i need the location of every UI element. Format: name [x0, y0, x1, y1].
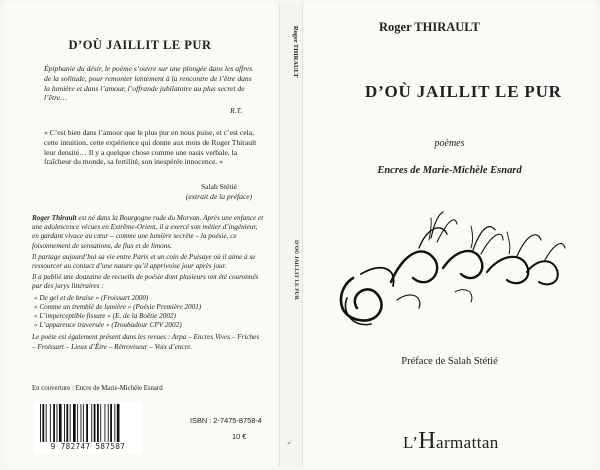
barcode-bar	[81, 404, 82, 442]
price: 10 €	[232, 432, 247, 441]
award-item	[32, 312, 264, 321]
barcode-bar	[73, 404, 76, 442]
barcode-number: 9 782747 587587	[50, 442, 126, 451]
bio-paragraph: Il partage aujourd’hui sa vie entre Paris et un coin de Puisaye où il aime à se ressourcer au contact d’une nature qu’il apprivoise jour après jour.	[32, 252, 256, 271]
publisher-logo	[403, 428, 499, 455]
award-item	[32, 303, 264, 312]
barcode-bar	[105, 404, 106, 442]
isbn: ISBN : 2-7475-8758-4	[190, 416, 262, 425]
blurb-signature: R.T.	[230, 106, 243, 115]
barcode-bar	[40, 404, 41, 442]
quote-attribution	[174, 182, 264, 202]
barcode-bar	[57, 404, 58, 442]
award-title: « De gel et de braise »	[34, 293, 100, 302]
preface-quote: « C’est bien dans l’amour que le plus pur en nous puise, et c’est cela, cette intuition, cette expérience qui donne aux mots de Roger Thirault leur densité… Il y a quelque chose comme une oasis verbale, la fraîcheur du monde, sa fertilité, son inespérée innocence. »	[44, 128, 257, 167]
award-detail: (Froissart 2000)	[100, 293, 149, 302]
barcode-bar	[100, 404, 101, 442]
award-item	[32, 294, 264, 303]
award-title: « Comme un tremblé de lumière »	[34, 302, 132, 311]
barcode-bar	[83, 404, 84, 442]
barcode-bar	[42, 404, 44, 442]
barcode-bar	[70, 404, 71, 442]
awards-list	[32, 294, 264, 331]
barcode-bar	[64, 404, 65, 442]
ink-drawing-illustration	[331, 208, 571, 332]
barcode-bar	[59, 404, 62, 442]
quote-source: (extrait de la préface)	[185, 191, 253, 201]
bio-text: est né dans la Bourgogne rude du Morvan. Après une enfance et une adolescence vécues en Extrême-Orient, il a exercé son métier d’ingénieur, en gardant vivace au cœur – comme une lumière secrète – la poésie, ce foisonnement de sensations, de flux et de limons.	[32, 214, 264, 250]
front-preface: Préface de Salah Stétié	[401, 356, 498, 367]
back-cover	[4, 4, 276, 466]
award-detail: (E. de la Boëtie 2002)	[112, 312, 176, 321]
barcode-bar	[53, 404, 55, 442]
front-author: Roger THIRAULT	[379, 20, 480, 34]
barcode-bar	[86, 404, 88, 442]
spine-author: Roger THIRAULT	[292, 26, 299, 78]
quote-author: Salah Stétié	[200, 182, 238, 191]
barcode-bar	[66, 404, 68, 442]
front-genre: poèmes	[434, 138, 465, 149]
award-detail: (Poésie Première 2001)	[133, 302, 202, 311]
illustration-credit: Encres de Marie-Michèle Esnard	[377, 165, 522, 176]
barcode-bar	[77, 404, 78, 442]
bio-paragraph: Le poète est également présent dans les revues : Arpa – Encres Vives – Friches – Froissart – Lieux d’Être – Rétroviseur – Voix d’encre.	[32, 333, 260, 351]
spine-title: D’OÙ JAILLIT LE PUR	[293, 240, 299, 300]
front-title: D’OÙ JAILLIT LE PUR	[365, 82, 562, 101]
bio-paragraph: Il a publié une douzaine de recueils de poésie dont plusieurs ont été couronnés par des jurys littéraires :	[32, 273, 259, 291]
publisher-name: armattan	[436, 433, 499, 452]
award-title: « L’apparence traversée »	[34, 321, 110, 330]
author-bio	[32, 214, 264, 354]
publisher-cap: H	[418, 428, 437, 454]
barcode-bar	[110, 404, 112, 442]
barcode-bar	[91, 404, 92, 442]
barcode-bar	[46, 404, 47, 442]
back-cover-title: D’OÙ JAILLIT LE PUR	[68, 38, 212, 52]
front-cover	[303, 4, 596, 466]
bio-author-name: Roger Thirault	[32, 214, 77, 222]
spine-logo-icon: ⸝	[287, 437, 291, 446]
award-detail: (Troubadour CPV 2002)	[111, 321, 182, 330]
barcode-bar	[97, 404, 99, 442]
bio-paragraph	[32, 214, 264, 251]
back-cover-blurb: Épiphanie du désir, le poème s’ouvre sur une plongée dans les affres de la solitude, pour remonter lentement à la rencontre de l’être dans la lumière et dans l’amour, l’offrande jubilatoire au plus secret de l’être…	[44, 64, 253, 103]
barcode-bars	[38, 404, 138, 442]
spine	[279, 4, 303, 466]
barcode-bar	[114, 404, 115, 442]
cover-credit: En couverture : Encre de Marie-Michèle Esnard	[32, 385, 163, 392]
barcode-bar	[108, 404, 109, 442]
award-item	[32, 321, 264, 330]
barcode-bar	[94, 404, 96, 442]
barcode-bar	[50, 404, 51, 442]
award-title: « L’imperceptible fissure »	[34, 312, 111, 321]
barcode-bar	[117, 404, 120, 442]
barcode	[34, 402, 142, 454]
publisher-initial: L’	[403, 433, 419, 452]
